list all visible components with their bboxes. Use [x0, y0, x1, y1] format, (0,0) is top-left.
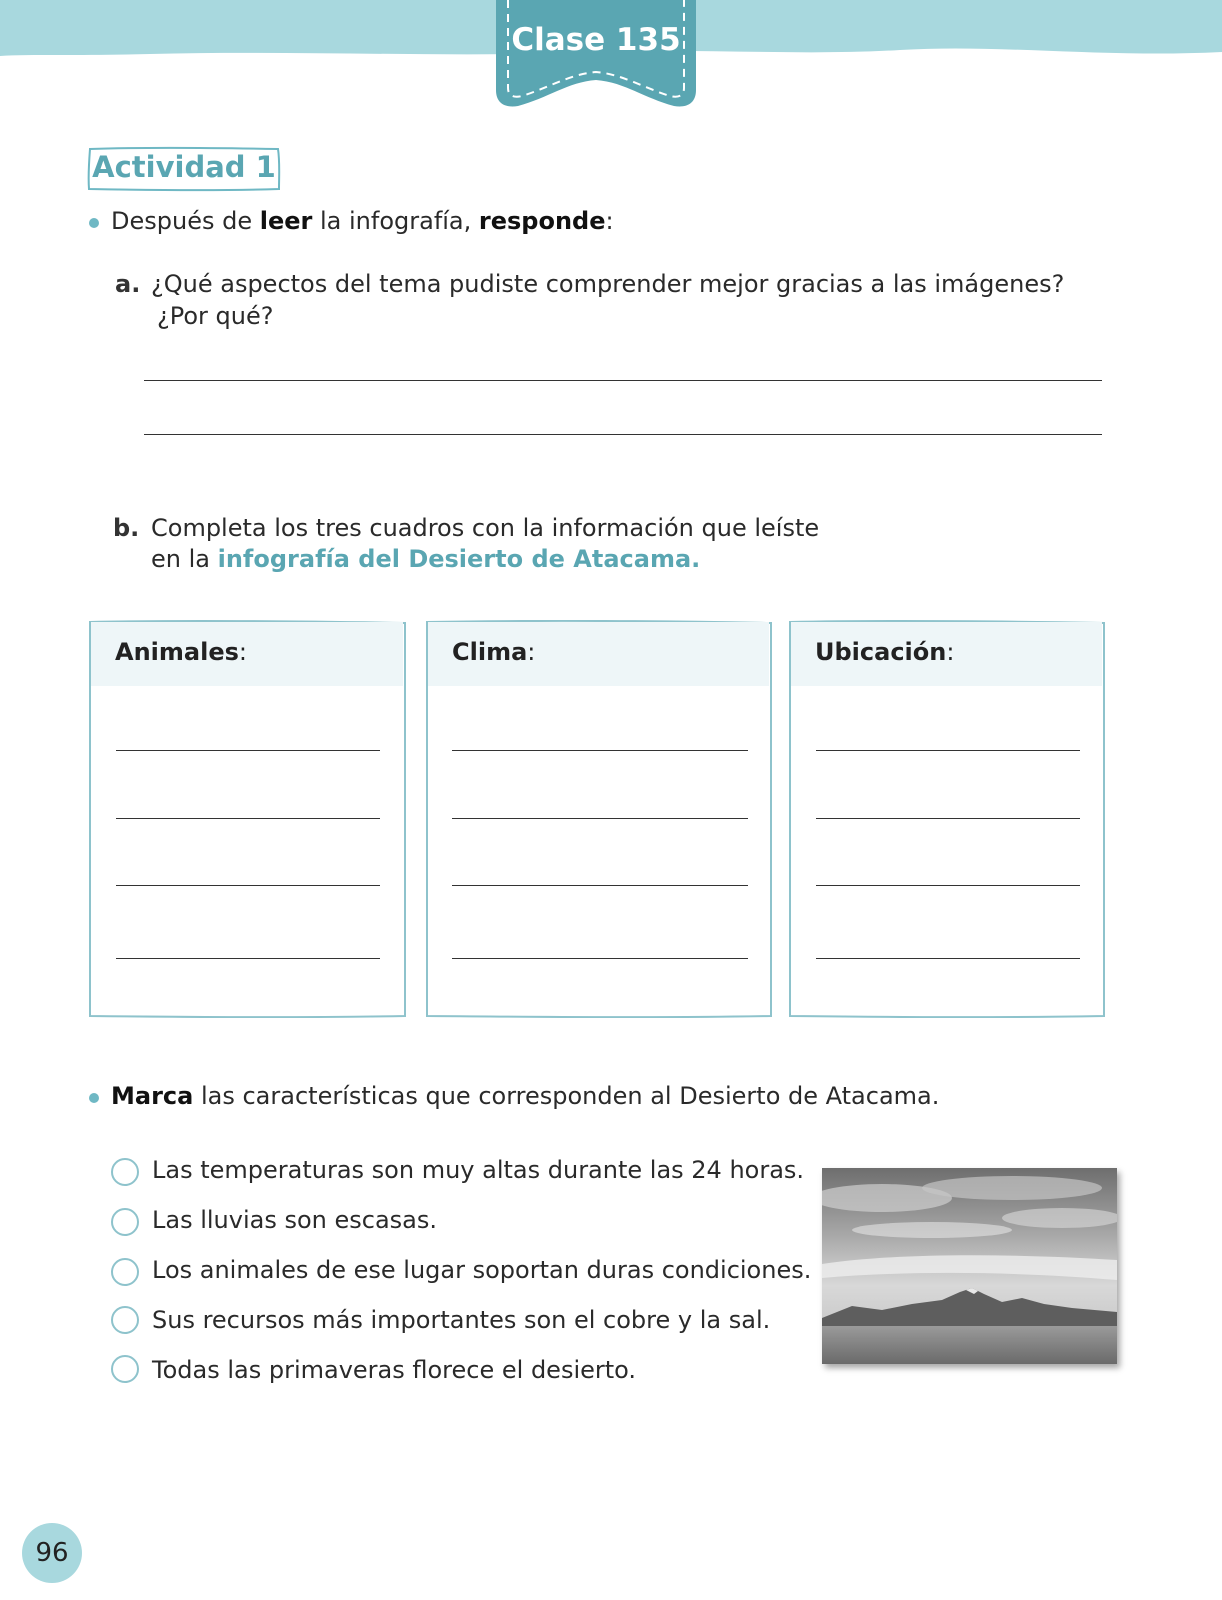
class-label: Clase 135 [511, 22, 681, 58]
page-number: 96 [35, 1538, 69, 1568]
box-answer-line[interactable] [816, 750, 1080, 751]
box-title: Ubicación: [815, 638, 955, 666]
option-label: Las temperaturas son muy altas durante las 24 horas. [152, 1156, 805, 1184]
option-checkbox[interactable] [111, 1158, 139, 1186]
option-label: Todas las primaveras florece el desierto. [152, 1356, 637, 1384]
question-a-line2: ¿Por qué? [157, 302, 274, 330]
info-box-ubicacion [789, 620, 1105, 1018]
option-label: Sus recursos más importantes son el cobre y la sal. [152, 1306, 771, 1334]
option-checkbox[interactable] [111, 1355, 139, 1383]
box-answer-line[interactable] [816, 818, 1080, 819]
option-checkbox[interactable] [111, 1208, 139, 1236]
question-a-letter: a. [115, 270, 141, 298]
box-title: Clima: [452, 638, 536, 666]
answer-line[interactable] [144, 434, 1102, 435]
desert-photo [822, 1168, 1117, 1364]
instruction-1: Después de leer la infografía, responde: [111, 207, 614, 235]
instruction-2: Marca las características que corresponden al Desierto de Atacama. [111, 1082, 940, 1110]
bullet-dot [89, 1093, 99, 1103]
question-b-letter: b. [113, 514, 140, 542]
option-label: Las lluvias son escasas. [152, 1206, 438, 1234]
box-answer-line[interactable] [116, 958, 380, 959]
answer-line[interactable] [144, 380, 1102, 381]
info-box-animales [89, 620, 406, 1018]
box-answer-line[interactable] [816, 885, 1080, 886]
box-answer-line[interactable] [816, 958, 1080, 959]
question-a-line1: ¿Qué aspectos del tema pudiste comprender mejor gracias a las imágenes? [151, 270, 1065, 298]
question-b-line1: Completa los tres cuadros con la información que leíste [151, 514, 820, 542]
option-checkbox[interactable] [111, 1306, 139, 1334]
box-answer-line[interactable] [452, 885, 748, 886]
question-b-line2: en la infografía del Desierto de Atacama. [151, 545, 701, 573]
box-answer-line[interactable] [452, 958, 748, 959]
box-answer-line[interactable] [452, 750, 748, 751]
option-label: Los animales de ese lugar soportan duras condiciones. [152, 1256, 812, 1284]
box-answer-line[interactable] [452, 818, 748, 819]
page-number-badge [22, 1523, 82, 1583]
bullet-dot [89, 218, 99, 228]
box-answer-line[interactable] [116, 750, 380, 751]
info-box-clima [426, 620, 772, 1018]
option-checkbox[interactable] [111, 1258, 139, 1286]
activity-label: Actividad 1 [92, 150, 276, 184]
box-answer-line[interactable] [116, 885, 380, 886]
box-title: Animales: [115, 638, 247, 666]
activity-badge [86, 146, 282, 192]
box-answer-line[interactable] [116, 818, 380, 819]
